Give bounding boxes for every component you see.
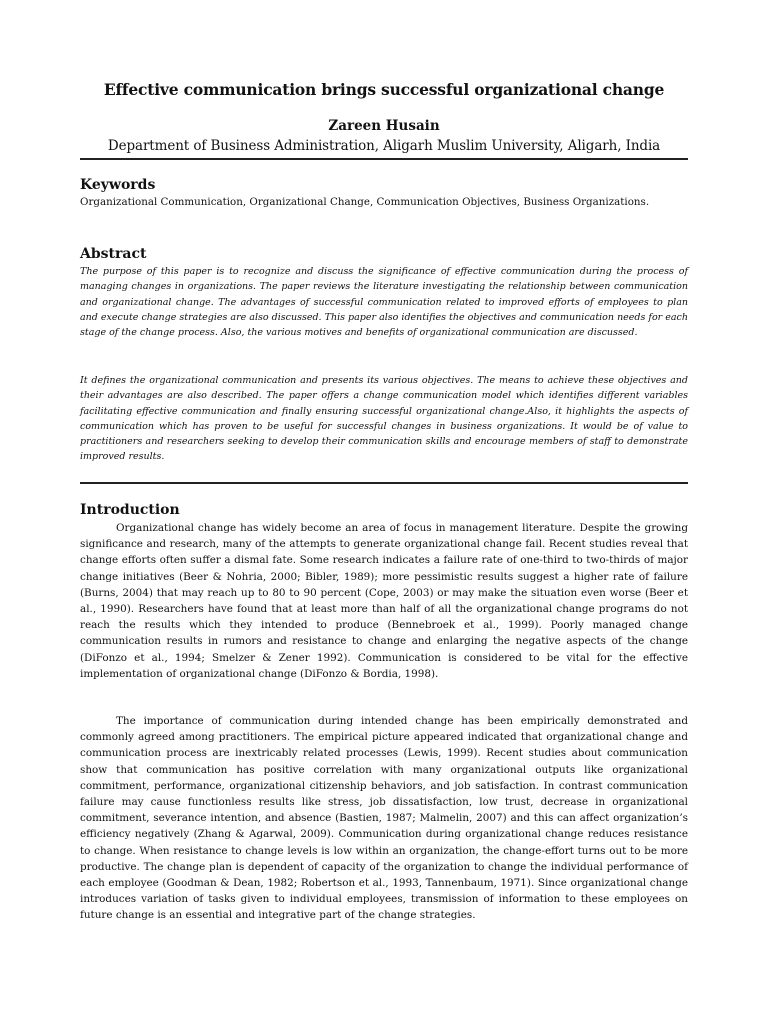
keywords-heading: Keywords (80, 177, 156, 193)
introduction-heading: Introduction (80, 502, 180, 518)
author-name: Zareen Husain (328, 118, 440, 134)
introduction-paragraph: Organizational change has widely become an area of focus in management literature. Despite the growing significance and research, many of the attempts to generate organizational change fail. Recent studies reveal that change efforts often suffer a dismal fate. Some research indicates a failure rate of one-third to two-thirds of major change initiatives (Beer & Nohria, 2000; Bibler, 1989); more pessimistic results suggest a higher rate of failure (Burns, 2004) that may reach up to 80 to 90 percent (Cope, 2003) or may make the situation even worse (Beer et al., 1990). Researchers have found that at least more than half of all the organizational change programs do not reach the results which they intended to produce (Bennebroek et al., 1999). Poorly managed change communication results in rumors and resistance to change and enlarging the negative aspects of the change (DiFonzo et al., 1994; Smelzer & Zener 1992). Communication is considered to be vital for the effective implementation of organizational change (DiFonzo & Bordia, 1998). (80, 522, 688, 680)
introduction-paragraph: The importance of communication during intended change has been empirically demonstrated and commonly agreed among practitioners. The empirical picture appeared indicated that organizational change and communication process are inextricably related processes (Lewis, 1999). Recent studies about communication show that communication has positive correlation with many organizational outputs like organizational commitment, performance, organizational citizenship behaviors, and job satisfaction. In contrast communication failure may cause functionless results like stress, job dissatisfaction, low trust, decrease in organizational commitment, severance intention, and absence (Bastien, 1987; Malmelin, 2007) and this can affect organization’s efficiency negatively (Zhang & Agarwal, 2009). Communication during organizational change reduces resistance to change. When resistance to change levels is low within an organization, the change-effort turns out to be more productive. The change plan is dependent of capacity of the organization to change the individual performance of each employee (Goodman & Dean, 1982; Robertson et al., 1993, Tannenbaum, 1971). Since organizational change introduces variation of tasks given to individual employees, transmission of information to these employees on future change is an essential and integrative part of the change strategies. (80, 715, 688, 922)
author-affiliation: Department of Business Administration, Aligarh Muslim University, Aligarh, India (107, 138, 661, 154)
keywords-text: Organizational Communication, Organizational Change, Communication Objectives, Business Organizations. (80, 196, 650, 208)
abstract-divider (80, 482, 688, 484)
header-divider (80, 158, 688, 160)
abstract-paragraph: The purpose of this paper is to recognize and discuss the significance of effective communication during the process of managing changes in organizations. The paper reviews the literature investigating the relationship between communication and organizational change. The advantages of successful communication related to improved efforts of employees to plan and execute change strategies are also discussed. This paper also identifies the objectives and communication needs for each stage of the change process. Also, the various motives and benefits of organizational communication are discussed. (80, 266, 688, 339)
abstract-heading: Abstract (80, 246, 147, 262)
abstract-paragraph: It defines the organizational communication and presents its various objectives. The means to achieve these objectives and their advantages are also described. The paper offers a change communication model which identifies different variables facilitating effective communication and finally ensuring successful organizational change.Also, it highlights the aspects of communication which has proven to be useful for successful changes in business organizations. It would be of value to practitioners and researchers seeking to develop their communication skills and encourage members of staff to demonstrate improved results. (80, 375, 688, 463)
paper-page (80, 0, 688, 1024)
paper-title: Effective communication brings successful organizational change (103, 80, 665, 99)
